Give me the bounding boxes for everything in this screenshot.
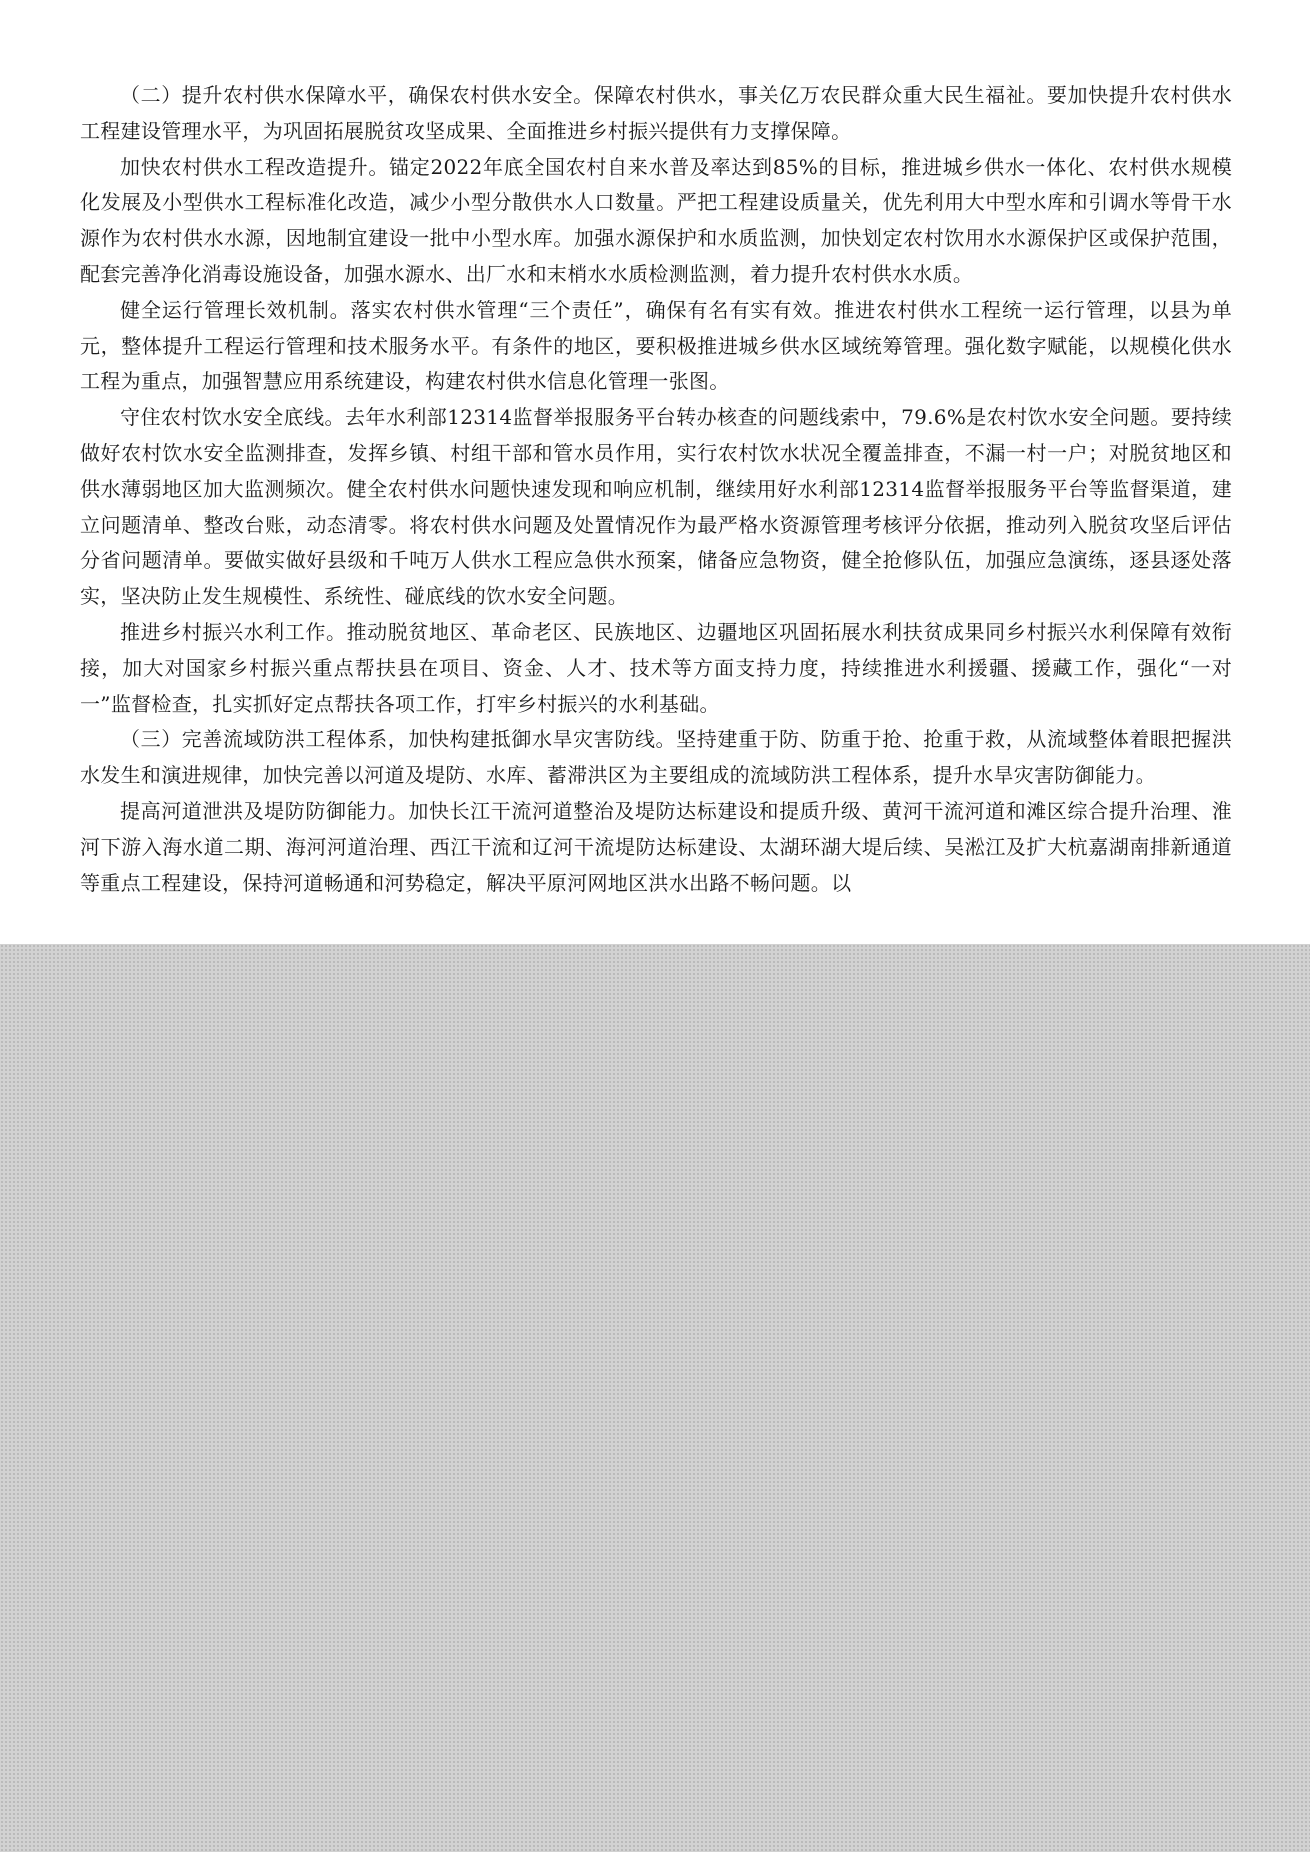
paragraph-drinking-water-safety: 守住农村饮水安全底线。去年水利部12314监督举报服务平台转办核查的问题线索中，79.6%是农村饮水安全问题。要持续做好农村饮水安全监测排查，发挥乡镇、村组干部和管水员作用，实行农村饮水状况全覆盖排查，不漏一村一户；对脱贫地区和供水薄弱地区加大监测频次。健全农村供水问题快速发现和响应机制，继续用好水利部12314监督举报服务平台等监督渠道，建立问题清单、整改台账，动态清零。将农村供水问题及处置情况作为最严格水资源管理考核评分依据，推动列入脱贫攻坚后评估分省问题清单。要做实做好县级和千吨万人供水工程应急供水预案，储备应急物资，健全抢修队伍，加强应急演练，逐县逐处落实，坚决防止发生规模性、系统性、碰底线的饮水安全问题。 xyxy=(80,405,1232,609)
paragraph-water-supply-upgrade: 加快农村供水工程改造提升。锚定2022年底全国农村自来水普及率达到85%的目标，推进城乡供水一体化、农村供水规模化发展及小型供水工程标准化改造，减少小型分散供水人口数量。严把工程建设质量关，优先利用大中型水库和引调水等骨干水源作为农村供水水源，因地制宜建设一批中小型水库。加强水源保护和水质监测，加快划定农村饮用水水源保护区或保护范围，配套完善净化消毒设施设备，加强水源水、出厂水和末梢水水质检测监测，着力提升农村供水水质。 xyxy=(80,154,1232,286)
document-body xyxy=(80,78,1232,958)
paragraph-operation-management: 健全运行管理长效机制。落实农村供水管理“三个责任”，确保有名有实有效。推进农村供水工程统一运行管理，以县为单元，整体提升工程运行管理和技术服务水平。有条件的地区，要积极推进城乡供水区域统筹管理。强化数字赋能，以规模化供水工程为重点，加强智慧应用系统建设，构建农村供水信息化管理一张图。 xyxy=(80,297,1232,394)
paragraph-section-three-heading: （三）完善流域防洪工程体系，加快构建抵御水旱灾害防线。坚持建重于防、防重于抢、抢重于救，从流域整体着眼把握洪水发生和演进规律，加快完善以河道及堤防、水库、蓄滞洪区为主要组成的流域防洪工程体系，提升水旱灾害防御能力。 xyxy=(80,727,1232,788)
paragraph-section-two-heading: （二）提升农村供水保障水平，确保农村供水安全。保障农村供水，事关亿万农民群众重大民生福祉。要加快提升农村供水工程建设管理水平，为巩固拓展脱贫攻坚成果、全面推进乡村振兴提供有力支撑保障。 xyxy=(80,83,1232,143)
paragraph-rural-revitalization: 推进乡村振兴水利工作。推动脱贫地区、革命老区、民族地区、边疆地区巩固拓展水利扶贫成果同乡村振兴水利保障有效衔接，加大对国家乡村振兴重点帮扶县在项目、资金、人才、技术等方面支持力度，持续推进水利援疆、援藏工作，强化“一对一”监督检查，扎实抓好定点帮扶各项工作，打牢乡村振兴的水利基础。 xyxy=(80,619,1232,716)
paragraph-river-flood-discharge: 提高河道泄洪及堤防防御能力。加快长江干流河道整治及堤防达标建设和提质升级、黄河干流河道和滩区综合提升治理、淮河下游入海水道二期、海河河道治理、西江干流和辽河干流堤防达标建设、太湖环湖大堤后续、吴淞江及扩大杭嘉湖南排新通道等重点工程建设，保持河道畅通和河势稳定，解决平原河网地区洪水出路不畅问题。以 xyxy=(80,798,1232,895)
scan-mask-area xyxy=(0,944,1310,1852)
